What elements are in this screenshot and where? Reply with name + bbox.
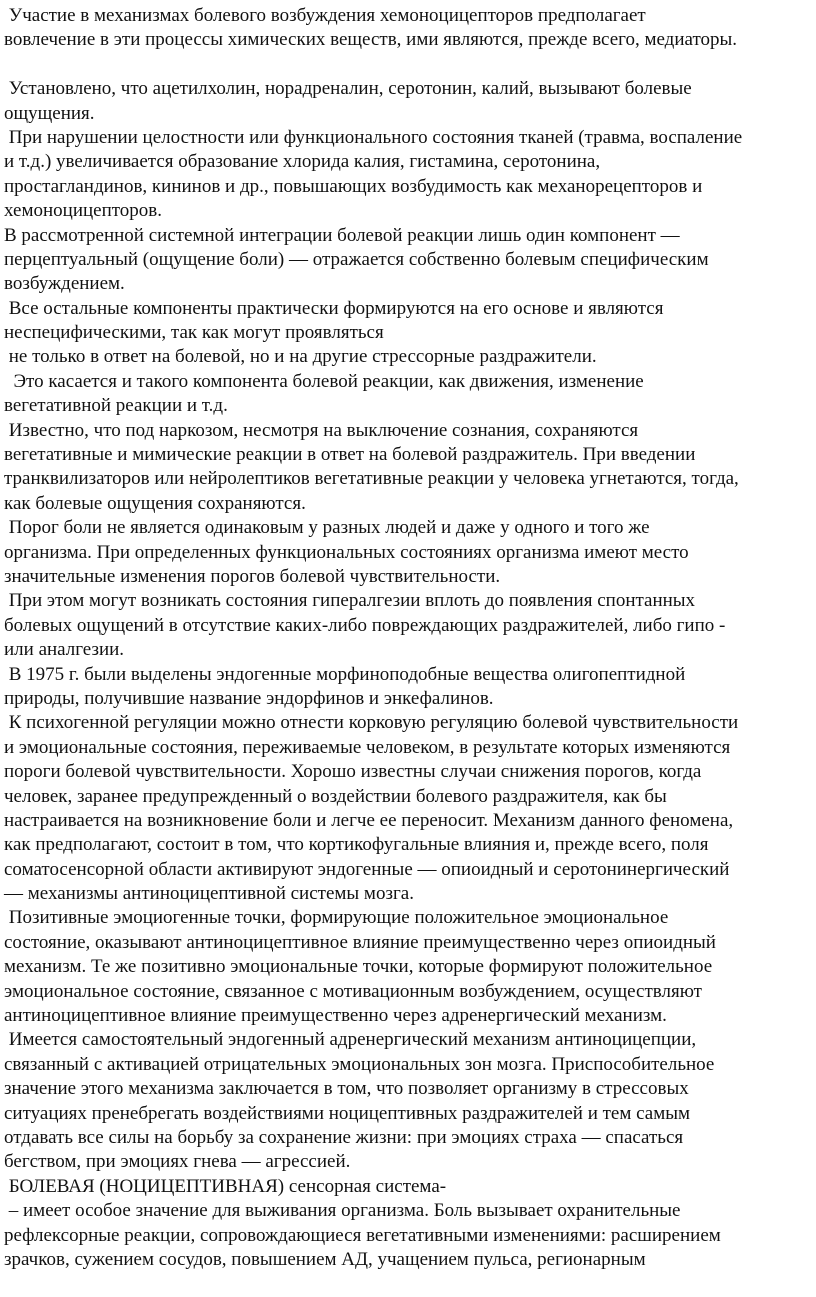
text-line: природы, получившие название эндорфинов и энкефалинов. xyxy=(4,687,494,709)
text-line: как болевые ощущения сохраняются. xyxy=(4,492,306,514)
text-line: рефлексорные реакции, сопровождающиеся вегетативными изменениями: расширением xyxy=(4,1224,721,1246)
text-line: Позитивные эмоциогенные точки, формирующие положительное эмоциональное xyxy=(4,907,669,929)
text-line: вегетативные и мимические реакции в ответ на болевой раздражитель. При введении xyxy=(4,444,696,466)
text-line: Имеется самостоятельный эндогенный адренергический механизм антиноцицепции, xyxy=(4,1029,697,1051)
text-line: соматосенсорной области активируют эндогенные — опиоидный и серотонинергический xyxy=(4,858,730,880)
text-line: К психогенной регуляции можно отнести корковую регуляцию болевой чувствительности xyxy=(4,712,739,734)
text-line: Порог боли не является одинаковым у разных людей и даже у одного и того же xyxy=(4,517,650,539)
text-line: вовлечение в эти процессы химических веществ, ими являются, прежде всего, медиаторы. xyxy=(4,29,738,51)
text-line: В рассмотренной системной интеграции болевой реакции лишь один компонент — xyxy=(4,224,680,246)
text-line: ситуациях пренебрегать воздействиями ноцицептивных раздражителей и тем самым xyxy=(4,1102,691,1124)
text-line: организма. При определенных функциональных состояниях организма имеют место xyxy=(4,541,689,563)
text-line: настраивается на возникновение боли и легче ее переносит. Механизм данного феномена, xyxy=(4,809,734,831)
text-line: Все остальные компоненты практически формируются на его основе и являются xyxy=(4,297,664,319)
text-line: как предполагают, состоит в том, что кортикофугальные влияния и, прежде всего, поля xyxy=(4,834,709,856)
text-line: Это касается и такого компонента болевой реакции, как движения, изменение xyxy=(4,370,644,392)
text-line: перцептуальный (ощущение боли) — отражается собственно болевым специфическим xyxy=(4,248,709,270)
text-line: Установлено, что ацетилхолин, норадреналин, серотонин, калий, вызывают болевые xyxy=(4,78,692,100)
text-line: транквилизаторов или нейролептиков вегетативные реакции у человека угнетаются, тогда, xyxy=(4,468,739,490)
paragraph-gap xyxy=(4,53,814,77)
text-line: и эмоциональные состояния, переживаемые человеком, в результате которых изменяются xyxy=(4,736,731,758)
text-line: отдавать все силы на борьбу за сохранение жизни: при эмоциях страха — спасаться xyxy=(4,1126,684,1148)
text-line: При нарушении целостности или функционального состояния тканей (травма, воспаление xyxy=(4,126,743,148)
text-line: возбуждением. xyxy=(4,273,125,295)
text-line: или аналгезии. xyxy=(4,639,125,661)
text-line: Участие в механизмах болевого возбуждения хемоноцицепторов предполагает xyxy=(4,5,646,26)
text-line: простагландинов, кининов и др., повышающих возбудимость как механорецепторов и xyxy=(4,175,703,197)
text-line: вегетативной реакции и т.д. xyxy=(4,395,228,417)
text-line: В 1975 г. были выделены эндогенные морфиноподобные вещества олигопептидной xyxy=(4,663,686,685)
text-line: и т.д.) увеличивается образование хлорида калия, гистамина, серотонина, xyxy=(4,151,601,173)
text-line: человек, заранее предупрежденный о воздействии болевого раздражителя, как бы xyxy=(4,785,667,807)
document-page xyxy=(4,4,814,1297)
text-line: значительные изменения порогов болевой чувствительности. xyxy=(4,565,501,587)
text-line: ощущения. xyxy=(4,102,95,124)
text-line: значение этого механизма заключается в том, что позволяет организму в стрессовых xyxy=(4,1078,689,1100)
text-line: При этом могут возникать состояния гипералгезии вплоть до появления спонтанных xyxy=(4,590,696,612)
text-line: — механизмы антиноцицептивной системы мозга. xyxy=(4,883,414,905)
text-line: – имеет особое значение для выживания организма. Боль вызывает охранительные xyxy=(4,1200,681,1222)
text-line: пороги болевой чувствительности. Хорошо известны случаи снижения порогов, когда xyxy=(4,761,702,783)
text-line: бегством, при эмоциях гнева — агрессией. xyxy=(4,1151,351,1173)
text-line xyxy=(4,1272,814,1296)
text-line: связанный с активацией отрицательных эмоциональных зон мозга. Приспособительное xyxy=(4,1053,715,1075)
text-line: Известно, что под наркозом, несмотря на выключение сознания, сохраняются xyxy=(4,419,639,441)
text-line: зрачков, сужением сосудов, повышением АД, учащением пульса, регионарным xyxy=(4,1248,646,1270)
text-line: БОЛЕВАЯ (НОЦИЦЕПТИВНАЯ) сенсорная система- xyxy=(4,1175,447,1197)
text-line: неспецифическими, так как могут проявляться xyxy=(4,322,384,344)
text-line: механизм. Те же позитивно эмоциональные точки, которые формируют положительное xyxy=(4,956,713,978)
text-line: эмоциональное состояние, связанное с мотивационным возбуждением, осуществляют xyxy=(4,980,702,1002)
text-line: болевых ощущений в отсутствие каких-либо повреждающих раздражителей, либо гипо - xyxy=(4,614,726,636)
text-line: не только в ответ на болевой, но и на другие стрессорные раздражители. xyxy=(4,346,597,368)
text-line: антиноцицептивное влияние преимущественно через адренергический механизм. xyxy=(4,1005,667,1027)
text-line: хемоноцицепторов. xyxy=(4,200,163,222)
text-line: состояние, оказывают антиноцицептивное влияние преимущественно через опиоидный xyxy=(4,931,716,953)
